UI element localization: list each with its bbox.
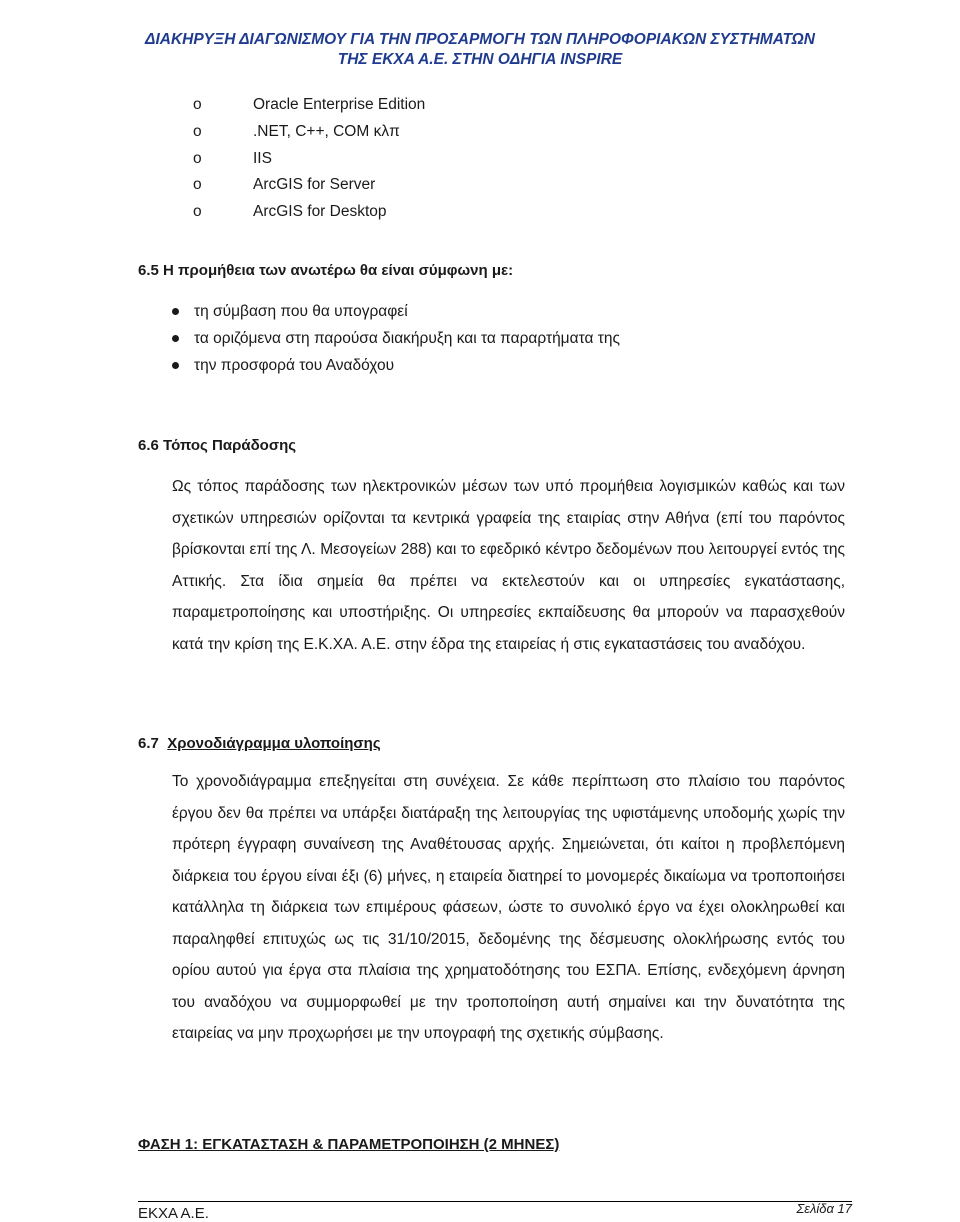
section-title: Χρονοδιάγραμμα υλοποίησης	[167, 735, 381, 752]
section-6-7-heading	[138, 735, 381, 752]
section-number: 6.7	[138, 735, 159, 752]
bullet-icon	[172, 362, 179, 369]
circle-bullet: o	[193, 122, 202, 140]
bullet-icon	[172, 308, 179, 315]
section-6-5-heading: 6.5 Η προμήθεια των ανωτέρω θα είναι σύμφωνη με:	[138, 262, 514, 279]
list-item: o ArcGIS for Server	[193, 172, 425, 199]
schedule-paragraph: Το χρονοδιάγραμμα επεξηγείται στη συνέχεια. Σε κάθε περίπτωση στο πλαίσιο του παρόντος έργου δεν θα πρέπει να υπάρξει διατάραξη της λειτουργίας της υφιστάμενης υποδομής χωρίς την πρότερη έγγραφη συναίνεση της Αναθέτουσας αρχής. Σημειώνεται, ότι καίτοι η προβλεπόμενη διάρκεια του έργου είναι έξι (6) μήνες, η εταιρεία διατηρεί το μονομερές δικαίωμα να τροποποιήσει κατάλληλα τη διάρκεια των επιμέρους φάσεων, ώστε το συνολικό έργο να έχει ολοκληρωθεί και παραληφθεί επιτυχώς ως τις 31/10/2015, δεδομένης της δέσμευσης ολοκλήρωσης εντός του ορίου αυτού για έργα στα πλαίσια της χρηματοδότησης του ΕΣΠΑ. Επίσης, ενδεχόμενη άρνηση του αναδόχου να συμμορφωθεί με την τροποποίηση αυτή σημαίνει και την δυνατότητα της εταιρείας να μην προχωρήσει με την υπογραφή της σχετικής σύμβασης.	[172, 773, 845, 1042]
circle-bullet: o	[193, 176, 202, 194]
software-list	[193, 92, 425, 226]
footer-company: ΕΚΧΑ Α.Ε.	[138, 1205, 209, 1222]
circle-bullet: o	[193, 96, 202, 113]
footer-divider	[138, 1201, 852, 1202]
circle-bullet: o	[193, 203, 202, 221]
header-line-2: ΤΗΣ ΕΚΧΑ Α.Ε. ΣΤΗΝ ΟΔΗΓΙΑ INSPIRE	[337, 51, 623, 68]
list-item: o IIS	[193, 146, 425, 173]
page-header	[0, 30, 960, 70]
supply-terms-list	[172, 298, 620, 379]
circle-bullet: o	[193, 149, 202, 167]
page-number: Σελίδα 17	[796, 1201, 852, 1216]
list-item: o Oracle Enterprise Edition	[193, 92, 425, 119]
list-item: τα οριζόμενα στη παρούσα διακήρυξη και τα παραρτήματα της	[172, 325, 620, 352]
phase-1-heading: ΦΑΣΗ 1: ΕΓΚΑΤΑΣΤΑΣΗ & ΠΑΡΑΜΕΤΡΟΠΟΙΗΣΗ (2 ΜΗΝΕΣ)	[138, 1136, 560, 1153]
header-line-1: ΔΙΑΚΗΡΥΞΗ ΔΙΑΓΩΝΙΣΜΟΥ ΓΙΑ ΤΗΝ ΠΡΟΣΑΡΜΟΓΗ ΤΩΝ ΠΛΗΡΟΦΟΡΙΑΚΩΝ ΣΥΣΤΗΜΑΤΩΝ	[145, 31, 815, 48]
section-6-6-heading: 6.6 Τόπος Παράδοσης	[138, 437, 297, 454]
list-item: τη σύμβαση που θα υπογραφεί	[172, 298, 620, 325]
delivery-place-paragraph: Ως τόπος παράδοσης των ηλεκτρονικών μέσων των υπό προμήθεια λογισμικών καθώς και των σχετικών υπηρεσιών ορίζονται τα κεντρικά γραφεία της εταιρίας στην Αθήνα (επί του παρόντος βρίσκονται επί της Λ. Μεσογείων 288) και το εφεδρικό κέντρο δεδομένων που λειτουργεί εντός της Αττικής. Στα ίδια σημεία θα πρέπει να εκτελεστούν και οι υπηρεσίες εγκατάστασης, παραμετροποίησης και υποστήριξης. Οι υπηρεσίες εκπαίδευσης θα μπορούν να παρασχεθούν κατά την κρίση της Ε.Κ.ΧΑ. Α.Ε. στην έδρα της εταιρείας ή στις εγκαταστάσεις του αναδόχου.	[172, 478, 845, 653]
list-item: την προσφορά του Αναδόχου	[172, 352, 620, 379]
list-item: o .NET, C++, COM κλπ	[193, 119, 425, 146]
list-item: o ArcGIS for Desktop	[193, 199, 425, 226]
bullet-icon	[172, 335, 179, 342]
